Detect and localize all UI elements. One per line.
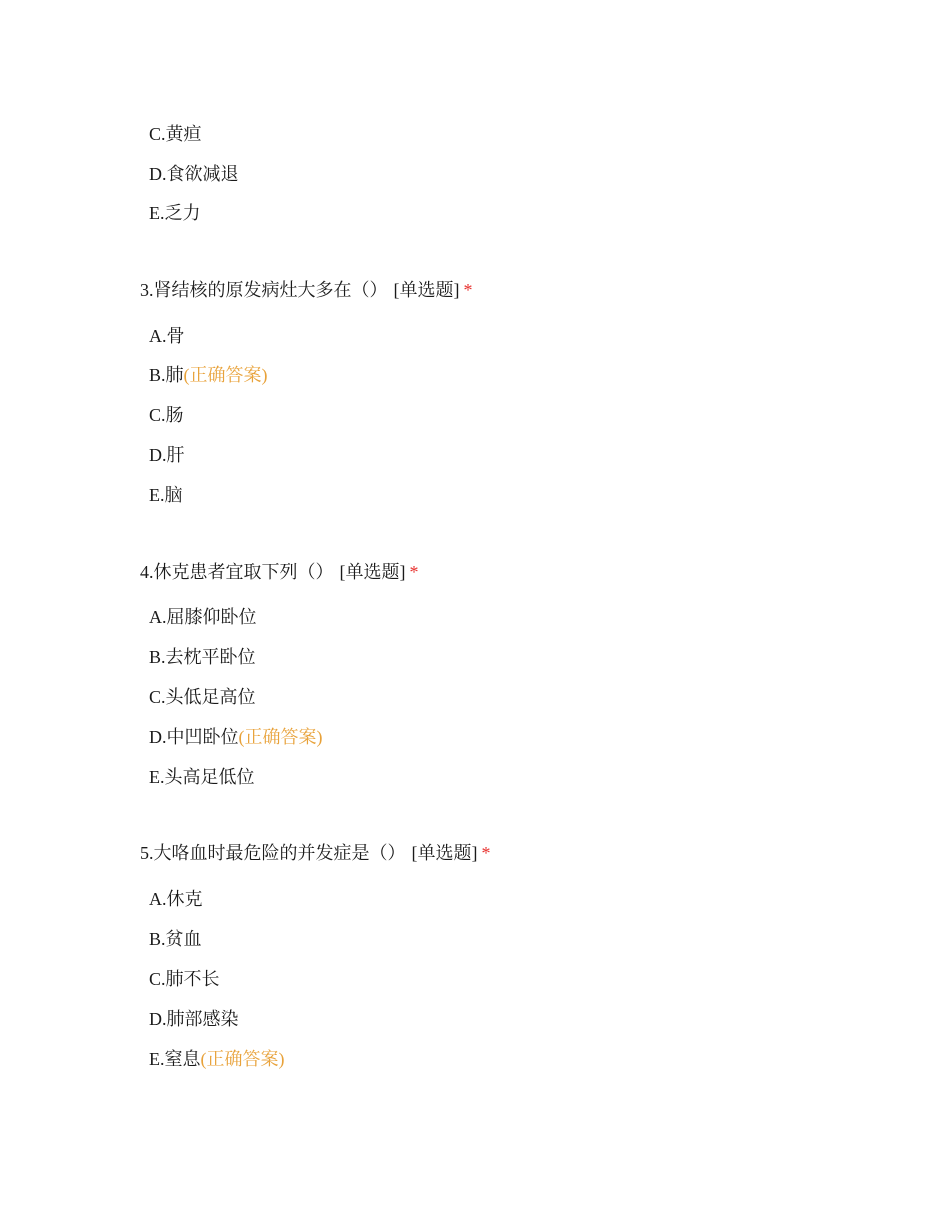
option-text: E.头高足低位 — [149, 767, 255, 787]
correct-answer-mark: (正确答案) — [200, 1049, 285, 1069]
question-text: 3.肾结核的原发病灶大多在（） — [140, 280, 388, 300]
q5-option-c — [149, 967, 220, 991]
option-text: E.窒息 — [149, 1049, 201, 1069]
option-text: A.休克 — [149, 889, 203, 909]
q5-option-a — [149, 887, 203, 911]
option-text: A.骨 — [149, 326, 185, 346]
option-text: D.肺部感染 — [149, 1009, 239, 1029]
required-mark: * — [409, 562, 419, 582]
option-text: B.去枕平卧位 — [149, 647, 256, 667]
option-text: E.乏力 — [149, 203, 201, 223]
option-text: A.屈膝仰卧位 — [149, 607, 257, 627]
question-type-label: [单选题] — [393, 280, 460, 300]
question-5-title — [140, 841, 491, 865]
q2-option-d — [149, 162, 239, 186]
question-text: 5.大咯血时最危险的并发症是（） — [140, 843, 406, 863]
q5-option-d — [149, 1007, 239, 1031]
question-type-label: [单选题] — [339, 562, 406, 582]
option-text: B.贫血 — [149, 929, 202, 949]
q3-option-a — [149, 324, 185, 348]
q4-option-b — [149, 645, 256, 669]
option-text: C.肺不长 — [149, 969, 220, 989]
required-mark: * — [481, 843, 491, 863]
option-text: C.黄疸 — [149, 124, 202, 144]
q2-option-e — [149, 201, 201, 225]
question-3-title — [140, 278, 473, 302]
option-text: D.肝 — [149, 445, 185, 465]
option-text: D.食欲减退 — [149, 164, 239, 184]
q3-option-e — [149, 483, 183, 507]
q5-option-b — [149, 927, 202, 951]
q4-option-c — [149, 685, 256, 709]
q3-option-d — [149, 443, 185, 467]
question-4-title — [140, 560, 419, 584]
correct-answer-mark: (正确答案) — [183, 365, 268, 385]
option-text: B.肺 — [149, 365, 184, 385]
question-type-label: [单选题] — [411, 843, 478, 863]
option-text: C.头低足高位 — [149, 687, 256, 707]
option-text: D.中凹卧位 — [149, 727, 239, 747]
q4-option-d — [149, 725, 323, 749]
q2-option-c — [149, 122, 202, 146]
q4-option-a — [149, 605, 257, 629]
option-text: E.脑 — [149, 485, 183, 505]
q3-option-b — [149, 363, 268, 387]
q3-option-c — [149, 403, 184, 427]
option-text: C.肠 — [149, 405, 184, 425]
required-mark: * — [463, 280, 473, 300]
q4-option-e — [149, 765, 255, 789]
q5-option-e — [149, 1047, 285, 1071]
question-text: 4.休克患者宜取下列（） — [140, 562, 334, 582]
correct-answer-mark: (正确答案) — [238, 727, 323, 747]
